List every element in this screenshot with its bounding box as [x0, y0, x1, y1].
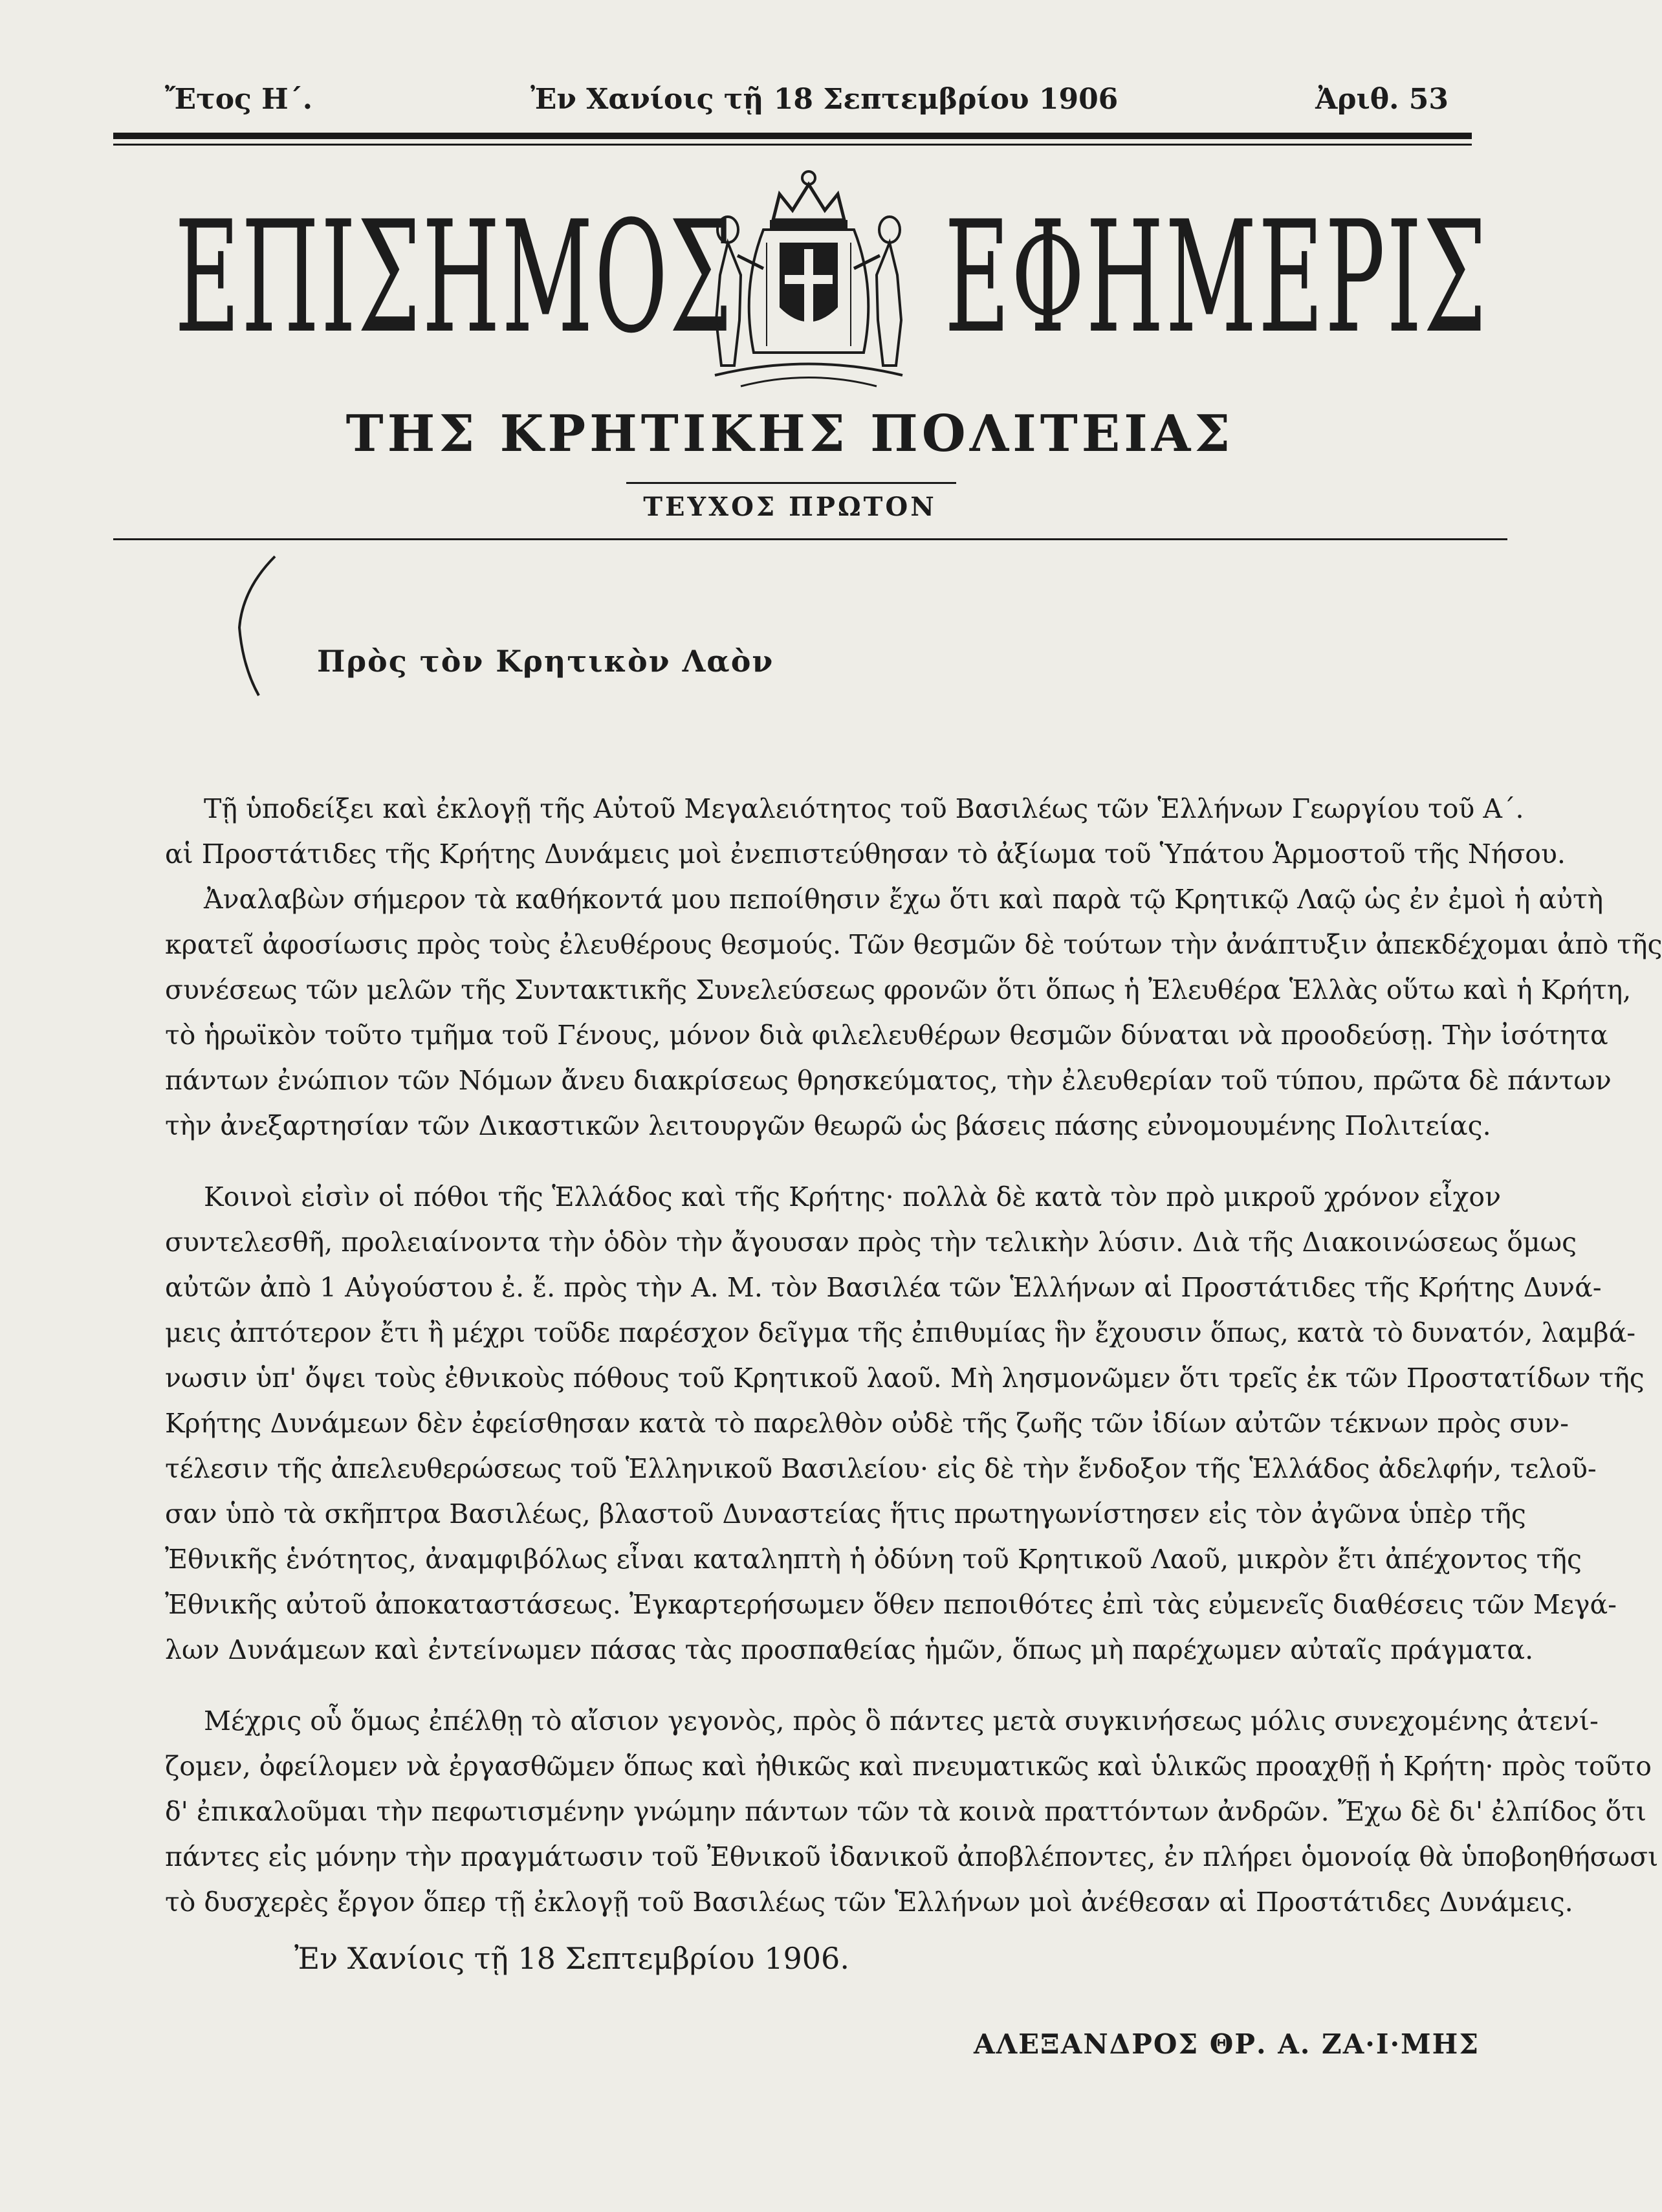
header-rule-thick — [113, 133, 1472, 139]
header-rule-thin — [113, 144, 1472, 146]
text-line: αἱ Προστάτιδες τῆς Κρήτης Δυνάμεις μοὶ ἐνεπιστεύθησαν τὸ ἀξίωμα τοῦ Ὑπάτου Ἁρμοστοῦ τῆς Νήσου. — [165, 838, 1566, 870]
text-line: συνέσεως τῶν μελῶν τῆς Συντακτικῆς Συνελεύσεως φρονῶν ὅτι ὅπως ἡ Ἐλευθέρα Ἑλλὰς οὕτω καὶ ἡ Κρήτη, — [165, 974, 1632, 1005]
issue-number: Ἀριθ. 53 — [1315, 83, 1449, 116]
royal-coat-of-arms-icon — [702, 159, 915, 398]
text-line: Ἐθνικῆς αὐτοῦ ἀποκαταστάσεως. Ἐγκαρτερήσωμεν ὅθεν πεποιθότες ἐπὶ τὰς εὐμενεῖς διαθέσεις τῶν Μεγά- — [165, 1589, 1617, 1620]
header-line — [0, 83, 1580, 122]
text-line: κρατεῖ ἀφοσίωσις πρὸς τοὺς ἐλευθέρους θεσμούς. Τῶν θεσμῶν δὲ τούτων τὴν ἀνάπτυξιν ἀπεκδέχομαι ἀπὸ τῆς — [165, 929, 1662, 960]
text-line: σαν ὑπὸ τὰ σκῆπτρα Βασιλέως, βλαστοῦ Δυναστείας ἥτις πρωτηγωνίστησεν εἰς τὸν ἀγῶνα ὑπὲρ τῆς — [165, 1498, 1526, 1529]
text-line: δ' ἐπικαλοῦμαι τὴν πεφωτισμένην γνώμην πάντων τῶν τὰ κοινὰ πραττόντων ἀνδρῶν. Ἔχω δὲ δι' ἐλπίδος ὅτι — [165, 1796, 1646, 1827]
text-line: Κοινοὶ εἰσὶν οἱ πόθοι τῆς Ἑλλάδος καὶ τῆς Κρήτης· πολλὰ δὲ κατὰ τὸν πρὸ μικροῦ χρόνον εἶχον — [204, 1181, 1501, 1212]
text-line: νωσιν ὑπ' ὄψει τοὺς ἐθνικοὺς πόθους τοῦ Κρητικοῦ λαοῦ. Μὴ λησμονῶμεν ὅτι τρεῖς ἐκ τῶν Προστατίδων τῆς — [165, 1363, 1645, 1394]
text-line: πάντες εἰς μόνην τὴν πραγμάτωσιν τοῦ Ἐθνικοῦ ἰδανικοῦ ἀποβλέποντες, ἐν πλήρει ὁμονοίᾳ θὰ ὑποβοηθήσωσι — [165, 1841, 1659, 1872]
text-line: ζομεν, ὀφείλομεν νὰ ἐργασθῶμεν ὅπως καὶ ἠθικῶς καὶ πνευματικῶς καὶ ὑλικῶς προαχθῇ ἡ Κρήτη· πρὸς τοῦτο — [165, 1751, 1652, 1782]
paragraph-3 — [165, 1698, 1659, 1925]
text-line: Ἀναλαβὼν σήμερον τὰ καθήκοντά μου πεποίθησιν ἔχω ὅτι καὶ παρὰ τῷ Κρητικῷ Λαῷ ὡς ἐν ἐμοὶ ἡ αὐτὴ — [204, 884, 1604, 915]
text-line: Ἐθνικῆς ἑνότητος, ἀναμφιβόλως εἶναι καταληπτὴ ἡ ὀδύνη τοῦ Κρητικοῦ Λαοῦ, μικρὸν ἔτι ἀπέχοντος τῆς — [165, 1544, 1582, 1575]
text-line: τὸ ἡρωϊκὸν τοῦτο τμῆμα τοῦ Γένους, μόνον διὰ φιλελευθέρων θεσμῶν δύναται νὰ προοδεύσῃ. Τὴν ἰσότητα — [165, 1020, 1608, 1051]
issue-label: ΤΕΥΧΟΣ ΠΡΩΤΟΝ — [643, 492, 937, 522]
text-line: πάντων ἐνώπιον τῶν Νόμων ἄνευ διακρίσεως θρησκεύματος, τὴν ἐλευθερίαν τοῦ τύπου, πρῶτα δὲ πάντων — [165, 1065, 1612, 1096]
article-heading: Πρὸς τὸν Κρητικὸν Λαὸν — [317, 644, 774, 679]
text-line: Τῇ ὑποδείξει καὶ ἐκλογῇ τῆς Αὐτοῦ Μεγαλειότητος τοῦ Βασιλέως τῶν Ἑλλήνων Γεωργίου τοῦ Α΄. — [204, 793, 1524, 824]
text-line: λων Δυνάμεων καὶ ἐντείνωμεν πάσας τὰς προσπαθείας ἡμῶν, ὅπως μὴ παρέχωμεν αὐταῖς πράγματα. — [165, 1634, 1534, 1665]
issue-rule — [626, 482, 956, 484]
text-line: Κρήτης Δυνάμεων δὲν ἐφείσθησαν κατὰ τὸ παρελθὸν οὐδὲ τῆς ζωῆς τῶν ἰδίων αὐτῶν τέκνων πρὸς συν- — [165, 1408, 1569, 1439]
text-line: αὐτῶν ἀπὸ 1 Αὐγούστου ἐ. ἔ. πρὸς τὴν Α. Μ. τὸν Βασιλέα τῶν Ἑλλήνων αἱ Προστάτιδες τῆς Κρήτης Δυνά- — [165, 1272, 1602, 1303]
text-line: Μέχρις οὗ ὅμως ἐπέλθῃ τὸ αἴσιον γεγονὸς, πρὸς ὃ πάντες μετὰ συγκινήσεως μόλις συνεχομένης ἀτενί- — [204, 1705, 1599, 1736]
text-line: τέλεσιν τῆς ἀπελευθερώσεως τοῦ Ἑλληνικοῦ Βασιλείου· εἰς δὲ τὴν ἔνδοξον τῆς Ἑλλάδος ἀδελφήν, τελοῦ- — [165, 1453, 1597, 1484]
masthead-left-word: ΕΠΙΣΗΜΟΣ — [175, 188, 734, 367]
signature-name: ΑΛΕΞΑΝΔΡΟΣ ΘΡ. Α. ΖΑ·Ι·ΜΗΣ — [974, 2028, 1480, 2060]
text-line: συντελεσθῆ, προλειαίνοντα τὴν ὁδὸν τὴν ἄγουσαν πρὸς τὴν τελικὴν λύσιν. Διὰ τῆς Διακοινώσεως ὅμως — [165, 1227, 1577, 1258]
text-line: τὸ δυσχερὲς ἔργον ὅπερ τῇ ἐκλογῇ τοῦ Βασιλέως τῶν Ἑλλήνων μοὶ ἀνέθεσαν αἱ Προστάτιδες Δυνάμεις. — [165, 1887, 1573, 1918]
paragraph-2 — [165, 1174, 1645, 1672]
masthead-subtitle: ΤΗΣ ΚΡΗΤΙΚΗΣ ΠΟΛΙΤΕΙΑΣ — [345, 404, 1234, 463]
masthead-bottom-rule — [113, 538, 1507, 540]
issue-date: Ἐν Χανίοις τῇ 18 Σεπτεμβρίου 1906 — [530, 83, 1119, 116]
year-label: Ἔτος Η΄. — [165, 83, 313, 116]
paragraph-1 — [165, 786, 1662, 1148]
place-and-date: Ἐν Χανίοις τῇ 18 Σεπτεμβρίου 1906. — [294, 1941, 849, 1976]
handwritten-bracket-mark — [230, 550, 281, 699]
text-line: μεις ἀπτότερον ἔτι ἢ μέχρι τοῦδε παρέσχον δεῖγμα τῆς ἐπιθυμίας ἣν ἔχουσιν ὅπως, κατὰ τὸ δυνατόν, λαμβά- — [165, 1317, 1636, 1348]
masthead-right-word: ΕΦΗΜΕΡΙΣ — [945, 188, 1488, 367]
text-line: τὴν ἀνεξαρτησίαν τῶν Δικαστικῶν λειτουργῶν θεωρῶ ὡς βάσεις πάσης εὐνομουμένης Πολιτείας. — [165, 1110, 1491, 1141]
